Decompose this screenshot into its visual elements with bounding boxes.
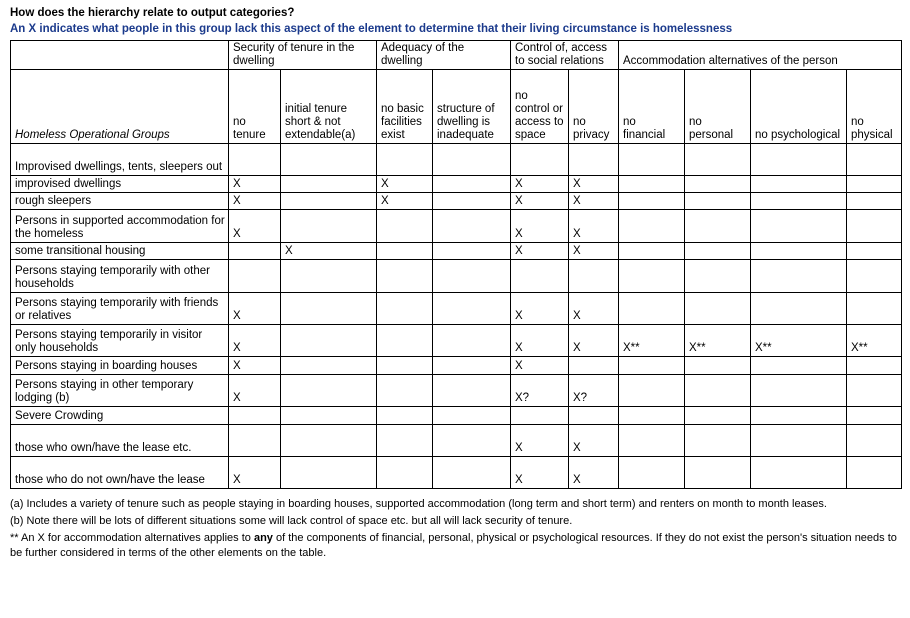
cell-no-physical xyxy=(847,260,902,293)
cell-structure-inadequate xyxy=(433,176,511,193)
cell-no-control-access-space: X xyxy=(511,325,569,357)
table-row xyxy=(11,210,902,243)
cell-no-basic-facilities xyxy=(377,144,433,176)
cell-no-financial xyxy=(619,193,685,210)
cell-no-physical xyxy=(847,144,902,176)
document-title-line1: How does the hierarchy relate to output categories? xyxy=(10,7,295,19)
row-label: Persons in supported accommodation for the homeless xyxy=(11,210,229,243)
table-row xyxy=(11,457,902,489)
cell-no-psychological xyxy=(751,375,847,407)
group-header-accommodation: Accommodation alternatives of the person xyxy=(619,41,902,70)
cell-no-privacy: X? xyxy=(569,375,619,407)
group-header-adequacy: Adequacy of the dwelling xyxy=(377,41,511,70)
cell-initial-tenure-short xyxy=(281,357,377,375)
cell-initial-tenure-short: X xyxy=(281,243,377,260)
col-no-control-access-space: no control or access to space xyxy=(511,70,569,144)
cell-no-psychological xyxy=(751,243,847,260)
cell-no-personal xyxy=(685,243,751,260)
cell-no-control-access-space: X xyxy=(511,193,569,210)
cell-initial-tenure-short xyxy=(281,325,377,357)
cell-no-financial xyxy=(619,210,685,243)
title-block xyxy=(10,6,902,36)
cell-no-psychological xyxy=(751,293,847,325)
cell-no-personal xyxy=(685,193,751,210)
row-label: those who own/have the lease etc. xyxy=(11,425,229,457)
cell-no-control-access-space: X xyxy=(511,457,569,489)
cell-no-tenure: X xyxy=(229,375,281,407)
cell-no-psychological xyxy=(751,457,847,489)
row-label: Persons staying temporarily with other households xyxy=(11,260,229,293)
cell-initial-tenure-short xyxy=(281,193,377,210)
cell-no-tenure: X xyxy=(229,357,281,375)
cell-no-financial xyxy=(619,243,685,260)
cell-no-basic-facilities xyxy=(377,243,433,260)
cell-no-physical xyxy=(847,210,902,243)
col-no-basic-facilities: no basic facilities exist xyxy=(377,70,433,144)
cell-no-personal xyxy=(685,144,751,176)
cell-initial-tenure-short xyxy=(281,210,377,243)
cell-initial-tenure-short xyxy=(281,293,377,325)
cell-no-psychological: X** xyxy=(751,325,847,357)
cell-no-physical xyxy=(847,457,902,489)
cell-structure-inadequate xyxy=(433,457,511,489)
row-label: improvised dwellings xyxy=(11,176,229,193)
cell-no-privacy xyxy=(569,357,619,375)
cell-structure-inadequate xyxy=(433,425,511,457)
table-row xyxy=(11,193,902,210)
cell-no-psychological xyxy=(751,425,847,457)
cell-no-control-access-space: X xyxy=(511,210,569,243)
cell-no-privacy: X xyxy=(569,425,619,457)
col-no-privacy: no privacy xyxy=(569,70,619,144)
cell-no-financial xyxy=(619,425,685,457)
footnote-b: (b) Note there will be lots of different situations some will lack control of space etc. but all will lack security of tenure. xyxy=(10,515,573,527)
cell-no-physical xyxy=(847,425,902,457)
cell-no-psychological xyxy=(751,407,847,425)
cell-no-privacy: X xyxy=(569,457,619,489)
row-label: Persons staying temporarily in visitor only households xyxy=(11,325,229,357)
cell-no-basic-facilities xyxy=(377,425,433,457)
cell-initial-tenure-short xyxy=(281,144,377,176)
cell-no-financial xyxy=(619,357,685,375)
table-row xyxy=(11,375,902,407)
col-no-psychological: no psychological xyxy=(751,70,847,144)
table-row xyxy=(11,325,902,357)
cell-no-physical xyxy=(847,407,902,425)
table-row xyxy=(11,407,902,425)
cell-no-physical xyxy=(847,243,902,260)
row-label: Persons staying in boarding houses xyxy=(11,357,229,375)
cell-no-tenure: X xyxy=(229,176,281,193)
cell-no-personal xyxy=(685,425,751,457)
cell-no-control-access-space xyxy=(511,144,569,176)
cell-initial-tenure-short xyxy=(281,407,377,425)
cell-no-tenure xyxy=(229,260,281,293)
cell-structure-inadequate xyxy=(433,260,511,293)
cell-initial-tenure-short xyxy=(281,260,377,293)
table-row xyxy=(11,243,902,260)
cell-structure-inadequate xyxy=(433,407,511,425)
cell-initial-tenure-short xyxy=(281,176,377,193)
cell-no-personal xyxy=(685,375,751,407)
row-label: rough sleepers xyxy=(11,193,229,210)
cell-no-basic-facilities xyxy=(377,293,433,325)
cell-no-physical xyxy=(847,375,902,407)
table-row xyxy=(11,176,902,193)
col-initial-tenure-short: initial tenure short & not extendable(a) xyxy=(281,70,377,144)
cell-no-privacy: X xyxy=(569,293,619,325)
homelessness-matrix-table xyxy=(10,40,902,489)
cell-no-control-access-space: X xyxy=(511,357,569,375)
cell-no-tenure: X xyxy=(229,325,281,357)
cell-no-control-access-space: X xyxy=(511,243,569,260)
cell-no-financial xyxy=(619,144,685,176)
cell-no-physical xyxy=(847,176,902,193)
footnote-star-pre: ** An X for accommodation alternatives applies to xyxy=(10,532,254,544)
row-label: Persons staying in other temporary lodging (b) xyxy=(11,375,229,407)
cell-no-privacy xyxy=(569,407,619,425)
cell-initial-tenure-short xyxy=(281,375,377,407)
corner-blank-cell xyxy=(11,41,229,70)
cell-no-basic-facilities xyxy=(377,210,433,243)
cell-no-basic-facilities xyxy=(377,407,433,425)
cell-no-financial xyxy=(619,260,685,293)
cell-no-personal xyxy=(685,293,751,325)
row-label: Severe Crowding xyxy=(11,407,229,425)
cell-no-personal xyxy=(685,407,751,425)
cell-initial-tenure-short xyxy=(281,425,377,457)
col-no-physical: no physical xyxy=(847,70,902,144)
cell-structure-inadequate xyxy=(433,293,511,325)
row-label: Improvised dwellings, tents, sleepers out xyxy=(11,144,229,176)
table-row xyxy=(11,260,902,293)
cell-no-tenure: X xyxy=(229,457,281,489)
cell-no-tenure xyxy=(229,144,281,176)
cell-no-tenure: X xyxy=(229,293,281,325)
cell-no-basic-facilities xyxy=(377,260,433,293)
cell-no-tenure xyxy=(229,425,281,457)
footnote-star-post: of the components of financial, personal, physical or psychological resources. If they do not exist the person's situation needs to be further considered in terms of the other elements on the table. xyxy=(10,532,897,559)
cell-no-personal xyxy=(685,357,751,375)
cell-structure-inadequate xyxy=(433,357,511,375)
footnote-star-emphasis: any xyxy=(253,532,273,544)
cell-no-psychological xyxy=(751,260,847,293)
cell-structure-inadequate xyxy=(433,193,511,210)
footnote-star xyxy=(10,531,902,561)
cell-structure-inadequate xyxy=(433,325,511,357)
cell-no-personal xyxy=(685,457,751,489)
row-label: some transitional housing xyxy=(11,243,229,260)
cell-no-basic-facilities xyxy=(377,357,433,375)
cell-no-personal xyxy=(685,176,751,193)
cell-no-personal: X** xyxy=(685,325,751,357)
table-row xyxy=(11,293,902,325)
footnote-a: (a) Includes a variety of tenure such as people staying in boarding houses, supported accommodation (long term and short term) and renters on month to month leases. xyxy=(10,498,827,510)
cell-no-tenure xyxy=(229,407,281,425)
table-row xyxy=(11,425,902,457)
group-header-row xyxy=(11,41,902,70)
cell-no-tenure: X xyxy=(229,193,281,210)
cell-no-control-access-space xyxy=(511,407,569,425)
cell-no-privacy: X xyxy=(569,210,619,243)
cell-no-personal xyxy=(685,260,751,293)
cell-no-basic-facilities xyxy=(377,375,433,407)
cell-structure-inadequate xyxy=(433,243,511,260)
cell-no-privacy: X xyxy=(569,176,619,193)
cell-no-privacy xyxy=(569,260,619,293)
group-header-control: Control of, access to social relations xyxy=(511,41,619,70)
cell-no-physical xyxy=(847,357,902,375)
sub-header-row xyxy=(11,70,902,144)
col-structure-inadequate: structure of dwelling is inadequate xyxy=(433,70,511,144)
cell-no-psychological xyxy=(751,176,847,193)
cell-no-psychological xyxy=(751,144,847,176)
cell-no-psychological xyxy=(751,193,847,210)
cell-no-control-access-space: X xyxy=(511,425,569,457)
cell-no-financial xyxy=(619,293,685,325)
cell-structure-inadequate xyxy=(433,144,511,176)
group-header-security: Security of tenure in the dwelling xyxy=(229,41,377,70)
cell-no-physical xyxy=(847,293,902,325)
cell-no-basic-facilities xyxy=(377,457,433,489)
cell-no-financial: X** xyxy=(619,325,685,357)
cell-no-personal xyxy=(685,210,751,243)
cell-no-privacy: X xyxy=(569,193,619,210)
table-row xyxy=(11,357,902,375)
cell-no-physical xyxy=(847,193,902,210)
cell-no-financial xyxy=(619,457,685,489)
document-title-line2: An X indicates what people in this group lack this aspect of the element to determine that their living circumstance is homelessness xyxy=(10,23,733,35)
cell-no-control-access-space: X xyxy=(511,176,569,193)
row-label: Persons staying temporarily with friends or relatives xyxy=(11,293,229,325)
col-no-financial: no financial xyxy=(619,70,685,144)
cell-no-control-access-space xyxy=(511,260,569,293)
row-label: those who do not own/have the lease xyxy=(11,457,229,489)
cell-no-control-access-space: X xyxy=(511,293,569,325)
cell-no-physical: X** xyxy=(847,325,902,357)
cell-structure-inadequate xyxy=(433,375,511,407)
cell-no-tenure: X xyxy=(229,210,281,243)
cell-no-psychological xyxy=(751,357,847,375)
cell-no-basic-facilities xyxy=(377,325,433,357)
col-no-personal: no personal xyxy=(685,70,751,144)
cell-no-privacy xyxy=(569,144,619,176)
cell-no-basic-facilities: X xyxy=(377,176,433,193)
cell-no-basic-facilities: X xyxy=(377,193,433,210)
cell-no-financial xyxy=(619,407,685,425)
cell-no-control-access-space: X? xyxy=(511,375,569,407)
cell-no-financial xyxy=(619,176,685,193)
cell-no-psychological xyxy=(751,210,847,243)
cell-structure-inadequate xyxy=(433,210,511,243)
cell-no-privacy: X xyxy=(569,325,619,357)
row-header-title: Homeless Operational Groups xyxy=(11,70,229,144)
col-no-tenure: no tenure xyxy=(229,70,281,144)
cell-no-privacy: X xyxy=(569,243,619,260)
cell-no-financial xyxy=(619,375,685,407)
cell-no-tenure xyxy=(229,243,281,260)
footnotes xyxy=(10,497,902,561)
table-row xyxy=(11,144,902,176)
cell-initial-tenure-short xyxy=(281,457,377,489)
